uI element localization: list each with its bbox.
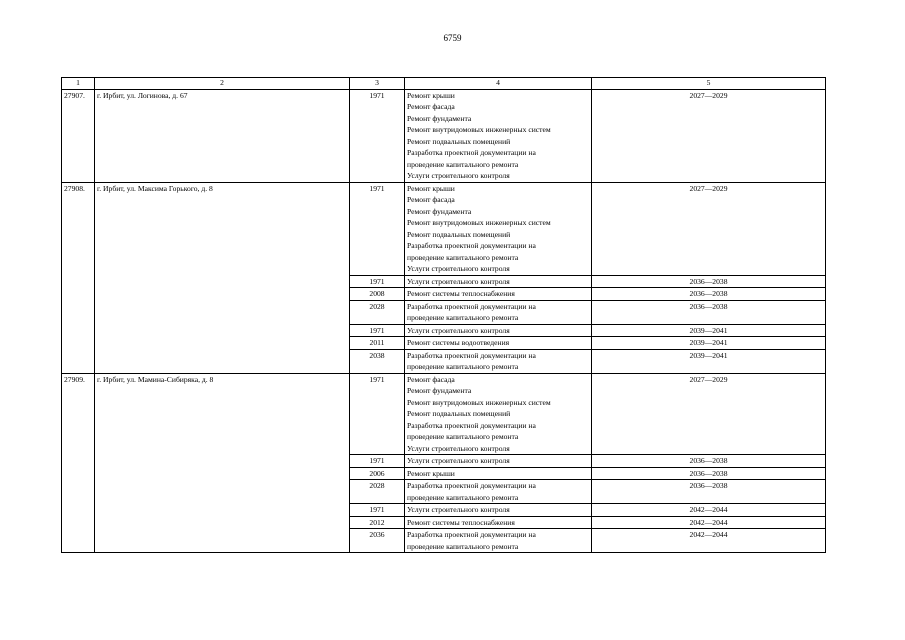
table-row bbox=[62, 89, 826, 182]
work-types bbox=[405, 455, 592, 468]
work-type-line: Ремонт внутридомовых инженерных систем bbox=[407, 218, 551, 227]
work-types bbox=[405, 275, 592, 288]
entry-number: 27907. bbox=[62, 89, 95, 182]
work-type-line: Услуги строительного контроля bbox=[407, 171, 510, 180]
work-type-line: проведение капитального ремонта bbox=[407, 159, 519, 169]
work-type-line: проведение капитального ремонта bbox=[407, 541, 519, 551]
work-type-line: Ремонт подвальных помещений bbox=[407, 409, 511, 418]
work-year: 2011 bbox=[350, 337, 405, 350]
work-type-line: Разработка проектной документации на bbox=[407, 301, 536, 311]
work-period: 2039—2041 bbox=[592, 337, 826, 350]
work-period: 2027—2029 bbox=[592, 182, 826, 275]
table-body bbox=[62, 78, 826, 553]
work-type-line: Ремонт системы теплоснабжения bbox=[407, 517, 515, 527]
work-type-line: Ремонт внутридомовых инженерных систем bbox=[407, 125, 551, 134]
work-type-line: проведение капитального ремонта bbox=[407, 492, 519, 502]
work-period: 2042—2044 bbox=[592, 504, 826, 517]
work-period: 2027—2029 bbox=[592, 373, 826, 455]
work-type-line: Ремонт фундамента bbox=[407, 206, 472, 216]
work-year: 1971 bbox=[350, 275, 405, 288]
work-types bbox=[405, 529, 592, 553]
work-year: 2028 bbox=[350, 480, 405, 504]
work-type-line: Услуги строительного контроля bbox=[407, 264, 510, 273]
work-types bbox=[405, 337, 592, 350]
work-type-line: Услуги строительного контроля bbox=[407, 505, 510, 514]
work-type-line: Услуги строительного контроля bbox=[407, 443, 510, 453]
work-type-line: Разработка проектной документации на bbox=[407, 350, 536, 360]
work-year: 1971 bbox=[350, 373, 405, 455]
entry-address: г. Ирбит, ул. Максима Горького, д. 8 bbox=[95, 182, 350, 373]
column-number-row bbox=[62, 78, 826, 90]
entry-address: г. Ирбит, ул. Мамина-Сибиряка, д. 8 bbox=[95, 373, 350, 553]
work-period: 2042—2044 bbox=[592, 516, 826, 529]
work-type-line: Разработка проектной документации на bbox=[407, 481, 536, 490]
work-type-line: проведение капитального ремонта bbox=[407, 252, 519, 262]
work-type-line: проведение капитального ремонта bbox=[407, 362, 519, 371]
entry-number: 27909. bbox=[62, 373, 95, 553]
work-type-line: проведение капитального ремонта bbox=[407, 432, 519, 441]
work-period: 2027—2029 bbox=[592, 89, 826, 182]
work-period: 2036—2038 bbox=[592, 455, 826, 468]
work-year: 1971 bbox=[350, 182, 405, 275]
work-type-line: Ремонт системы теплоснабжения bbox=[407, 289, 515, 298]
work-types bbox=[405, 480, 592, 504]
work-year: 2008 bbox=[350, 288, 405, 301]
work-type-line: Разработка проектной документации на bbox=[407, 241, 536, 250]
work-period: 2036—2038 bbox=[592, 467, 826, 480]
column-number-2: 2 bbox=[95, 78, 350, 90]
work-period: 2036—2038 bbox=[592, 480, 826, 504]
work-year: 2036 bbox=[350, 529, 405, 553]
work-type-line: Ремонт подвальных помещений bbox=[407, 136, 511, 146]
work-type-line: Ремонт внутридомовых инженерных систем bbox=[407, 397, 551, 407]
column-number-3: 3 bbox=[350, 78, 405, 90]
work-year: 1971 bbox=[350, 455, 405, 468]
work-year: 2012 bbox=[350, 516, 405, 529]
table-row bbox=[62, 182, 826, 275]
work-types bbox=[405, 373, 592, 455]
column-number-1: 1 bbox=[62, 78, 95, 90]
work-types bbox=[405, 300, 592, 324]
work-type-line: Ремонт подвальных помещений bbox=[407, 229, 511, 239]
work-type-line: проведение капитального ремонта bbox=[407, 313, 519, 322]
work-period: 2039—2041 bbox=[592, 324, 826, 337]
work-type-line: Ремонт крыши bbox=[407, 90, 455, 100]
work-type-line: Услуги строительного контроля bbox=[407, 325, 510, 335]
work-year: 2006 bbox=[350, 467, 405, 480]
work-type-line: Разработка проектной документации на bbox=[407, 148, 536, 157]
work-type-line: Ремонт фундамента bbox=[407, 386, 472, 395]
work-period: 2036—2038 bbox=[592, 288, 826, 301]
work-type-line: Разработка проектной документации на bbox=[407, 530, 536, 539]
column-number-5: 5 bbox=[592, 78, 826, 90]
page-number: 6759 bbox=[443, 33, 462, 43]
work-type-line: Услуги строительного контроля bbox=[407, 456, 510, 465]
work-types bbox=[405, 467, 592, 480]
entry-address: г. Ирбит, ул. Логинова, д. 67 bbox=[95, 89, 350, 182]
work-period: 2039—2041 bbox=[592, 349, 826, 373]
work-year: 2038 bbox=[350, 349, 405, 373]
work-year: 1971 bbox=[350, 504, 405, 517]
table-row bbox=[62, 373, 826, 455]
work-type-line: Ремонт крыши bbox=[407, 468, 455, 478]
work-year: 1971 bbox=[350, 324, 405, 337]
work-type-line: Разработка проектной документации на bbox=[407, 420, 536, 430]
work-types bbox=[405, 349, 592, 373]
work-period: 2036—2038 bbox=[592, 275, 826, 288]
work-type-line: Ремонт крыши bbox=[407, 183, 455, 193]
capital-repair-table bbox=[61, 77, 826, 553]
work-types bbox=[405, 324, 592, 337]
work-type-line: Ремонт системы водоотведения bbox=[407, 338, 510, 347]
work-type-line: Услуги строительного контроля bbox=[407, 276, 510, 286]
work-types bbox=[405, 288, 592, 301]
work-types bbox=[405, 504, 592, 517]
work-type-line: Ремонт фасада bbox=[407, 374, 455, 384]
work-types bbox=[405, 182, 592, 275]
work-period: 2042—2044 bbox=[592, 529, 826, 553]
work-period: 2036—2038 bbox=[592, 300, 826, 324]
work-type-line: Ремонт фундамента bbox=[407, 113, 472, 123]
column-number-4: 4 bbox=[405, 78, 592, 90]
entry-number: 27908. bbox=[62, 182, 95, 373]
work-type-line: Ремонт фасада bbox=[407, 102, 455, 111]
work-year: 2028 bbox=[350, 300, 405, 324]
work-type-line: Ремонт фасада bbox=[407, 195, 455, 204]
work-year: 1971 bbox=[350, 89, 405, 182]
work-types bbox=[405, 89, 592, 182]
work-types bbox=[405, 516, 592, 529]
